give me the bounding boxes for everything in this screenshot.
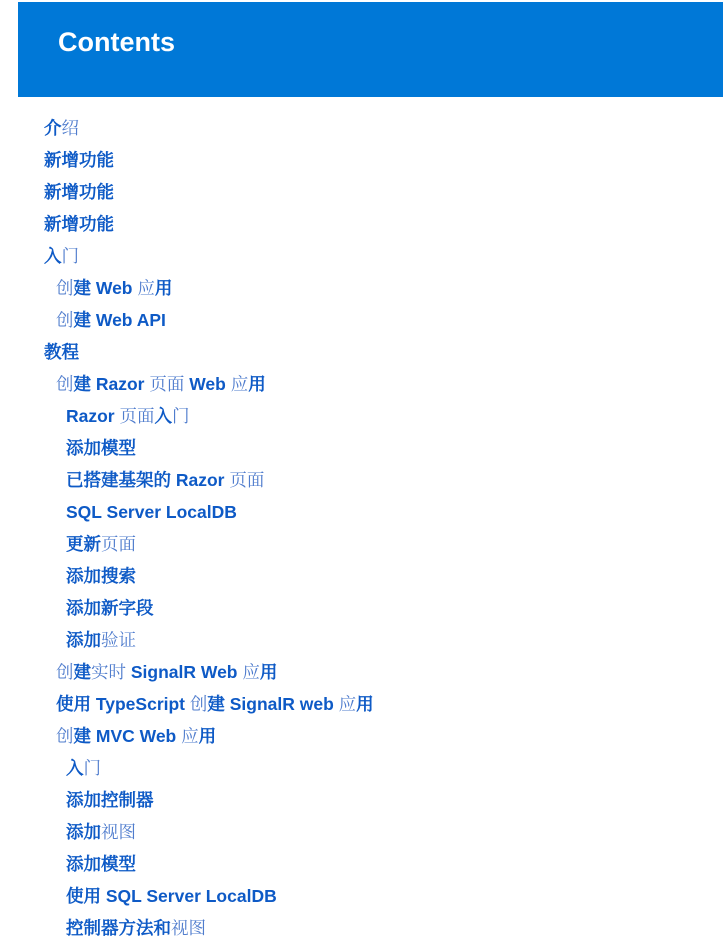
toc-link-text-bold: 建 bbox=[207, 694, 225, 714]
contents-header-banner bbox=[18, 2, 723, 97]
toc-link-text-regular: 应 bbox=[338, 695, 357, 715]
toc-item bbox=[0, 688, 723, 720]
toc-link[interactable] bbox=[66, 822, 136, 842]
toc-link[interactable] bbox=[56, 374, 266, 394]
toc-link-text-regular: 应 bbox=[242, 663, 260, 683]
toc-item bbox=[0, 528, 723, 560]
toc-link-text-regular: 创 bbox=[56, 375, 74, 395]
toc-link-text-regular: 创 bbox=[189, 695, 208, 715]
toc-link-text-bold: 添加控制器 bbox=[66, 790, 154, 810]
toc-link-text-regular: 页面 bbox=[101, 535, 136, 555]
toc-item bbox=[0, 464, 723, 496]
toc-link-text-bold: SQL Server LocalDB bbox=[66, 502, 237, 522]
toc-link[interactable] bbox=[66, 438, 136, 458]
toc-link-text-bold: SignalR Web bbox=[126, 662, 243, 682]
toc-link[interactable] bbox=[44, 182, 114, 202]
toc-item bbox=[0, 400, 723, 432]
toc-link[interactable] bbox=[66, 758, 101, 778]
toc-link-text-bold: 添加模型 bbox=[66, 854, 136, 874]
toc-link-text-bold: SignalR web bbox=[224, 694, 339, 714]
toc-link-text-regular: 门 bbox=[61, 247, 79, 267]
toc-item bbox=[0, 560, 723, 592]
toc-item bbox=[0, 752, 723, 784]
toc-link-text-bold: 新增功能 bbox=[44, 150, 114, 170]
toc-link-text-regular: 页面 bbox=[119, 407, 155, 427]
toc-link-text-regular: 页面 bbox=[229, 471, 265, 491]
toc-link[interactable] bbox=[44, 118, 79, 138]
toc-link-text-bold: 建 bbox=[73, 374, 91, 394]
toc-link-text-bold: 用 bbox=[248, 374, 266, 394]
toc-link[interactable] bbox=[66, 470, 264, 490]
toc-link-text-bold: Web bbox=[91, 278, 138, 298]
toc-link[interactable] bbox=[66, 630, 136, 650]
toc-link-text-bold: Razor bbox=[66, 406, 120, 426]
toc-item bbox=[0, 176, 723, 208]
toc-item bbox=[0, 912, 723, 944]
toc-item bbox=[0, 816, 723, 848]
toc-link-text-regular: 应 bbox=[181, 727, 199, 747]
toc-link-text-bold: 入 bbox=[154, 406, 172, 426]
toc-link-text-bold: 教程 bbox=[44, 342, 79, 362]
toc-link-text-bold: 控制器方法和 bbox=[66, 918, 171, 938]
toc-link-text-bold: Web API bbox=[91, 310, 166, 330]
toc-item bbox=[0, 368, 723, 400]
toc-link[interactable] bbox=[66, 566, 136, 586]
toc-item bbox=[0, 304, 723, 336]
toc-link-text-regular: 应 bbox=[137, 279, 155, 299]
toc-link-text-bold: 添加新字段 bbox=[66, 598, 154, 618]
toc-item bbox=[0, 720, 723, 752]
toc-link-text-bold: 添加 bbox=[66, 822, 101, 842]
toc-link-text-bold: 用 bbox=[154, 278, 173, 298]
toc-link-text-bold: Web bbox=[184, 374, 231, 394]
toc-link-text-bold: 添加模型 bbox=[66, 438, 136, 458]
toc-link-text-bold: 建 bbox=[73, 662, 91, 682]
toc-link-text-bold: 入 bbox=[44, 246, 62, 266]
toc-link-text-bold: 建 bbox=[73, 278, 91, 298]
toc-link-text-bold: 介 bbox=[44, 118, 62, 138]
toc-link-text-bold: 使用 bbox=[66, 886, 101, 906]
toc-link[interactable] bbox=[56, 662, 277, 682]
toc-link-text-bold: 用 bbox=[259, 662, 278, 682]
toc-link[interactable] bbox=[66, 854, 136, 874]
toc-link-text-regular: 视图 bbox=[101, 823, 136, 843]
toc-link-text-bold: 添加 bbox=[66, 630, 101, 650]
toc-item bbox=[0, 144, 723, 176]
toc-link-text-bold: 用 bbox=[356, 694, 374, 714]
toc-link[interactable] bbox=[66, 598, 154, 618]
toc-link[interactable] bbox=[66, 406, 189, 426]
toc-link-text-bold: 用 bbox=[198, 726, 217, 746]
toc-link-text-regular: 创 bbox=[56, 727, 74, 747]
toc-link[interactable] bbox=[66, 918, 206, 938]
toc-link[interactable] bbox=[56, 694, 374, 714]
toc-link[interactable] bbox=[44, 342, 79, 362]
toc-link-text-regular: 创 bbox=[56, 279, 74, 299]
toc-item bbox=[0, 240, 723, 272]
toc-link[interactable] bbox=[56, 726, 216, 746]
toc-link[interactable] bbox=[56, 310, 166, 330]
toc-link-text-regular: 绍 bbox=[61, 119, 79, 139]
toc-link-text-bold: 新增功能 bbox=[44, 182, 114, 202]
toc-link-text-regular: 门 bbox=[83, 759, 101, 779]
toc-link[interactable] bbox=[66, 790, 154, 810]
toc-link-text-regular: 创 bbox=[56, 663, 74, 683]
toc-link-text-regular: 验证 bbox=[101, 631, 136, 651]
toc-link-text-bold: 已搭建基架的 bbox=[66, 470, 171, 490]
toc-link-text-bold: 建 bbox=[73, 726, 91, 746]
toc-link-text-bold: 更新 bbox=[66, 534, 101, 554]
toc-item bbox=[0, 592, 723, 624]
toc-link-text-bold: SQL Server LocalDB bbox=[101, 886, 277, 906]
toc-link[interactable] bbox=[44, 214, 114, 234]
toc-link[interactable] bbox=[66, 502, 237, 522]
toc-link[interactable] bbox=[66, 534, 136, 554]
toc-link-text-bold: 添加搜索 bbox=[66, 566, 136, 586]
toc-item bbox=[0, 784, 723, 816]
toc-link[interactable] bbox=[66, 886, 277, 906]
toc-link-text-bold: Razor bbox=[171, 470, 230, 490]
toc-item bbox=[0, 880, 723, 912]
toc-link-text-regular: 应 bbox=[230, 375, 249, 395]
toc-link-text-bold: MVC Web bbox=[91, 726, 182, 746]
toc-link-text-bold: 使用 bbox=[56, 694, 91, 714]
toc-item bbox=[0, 432, 723, 464]
toc-item bbox=[0, 624, 723, 656]
toc-link-text-regular: 创 bbox=[56, 311, 74, 331]
table-of-contents bbox=[0, 112, 723, 944]
toc-item bbox=[0, 848, 723, 880]
toc-link[interactable] bbox=[44, 246, 79, 266]
toc-item bbox=[0, 656, 723, 688]
page-title: Contents bbox=[58, 27, 175, 57]
toc-link-text-regular: 页面 bbox=[149, 375, 185, 395]
toc-item bbox=[0, 208, 723, 240]
toc-link-text-bold: Razor bbox=[91, 374, 150, 394]
toc-link-text-regular: 实时 bbox=[91, 663, 126, 683]
toc-link[interactable] bbox=[44, 150, 114, 170]
toc-link[interactable] bbox=[56, 278, 172, 298]
toc-item bbox=[0, 112, 723, 144]
toc-link-text-regular: 视图 bbox=[171, 919, 206, 939]
toc-item bbox=[0, 272, 723, 304]
toc-item bbox=[0, 496, 723, 528]
toc-link-text-bold: 建 bbox=[73, 310, 91, 330]
toc-item bbox=[0, 336, 723, 368]
toc-link-text-bold: 入 bbox=[66, 758, 84, 778]
toc-link-text-regular: 门 bbox=[171, 407, 190, 427]
toc-link-text-bold: 新增功能 bbox=[44, 214, 114, 234]
toc-link-text-bold: TypeScript bbox=[91, 694, 190, 714]
